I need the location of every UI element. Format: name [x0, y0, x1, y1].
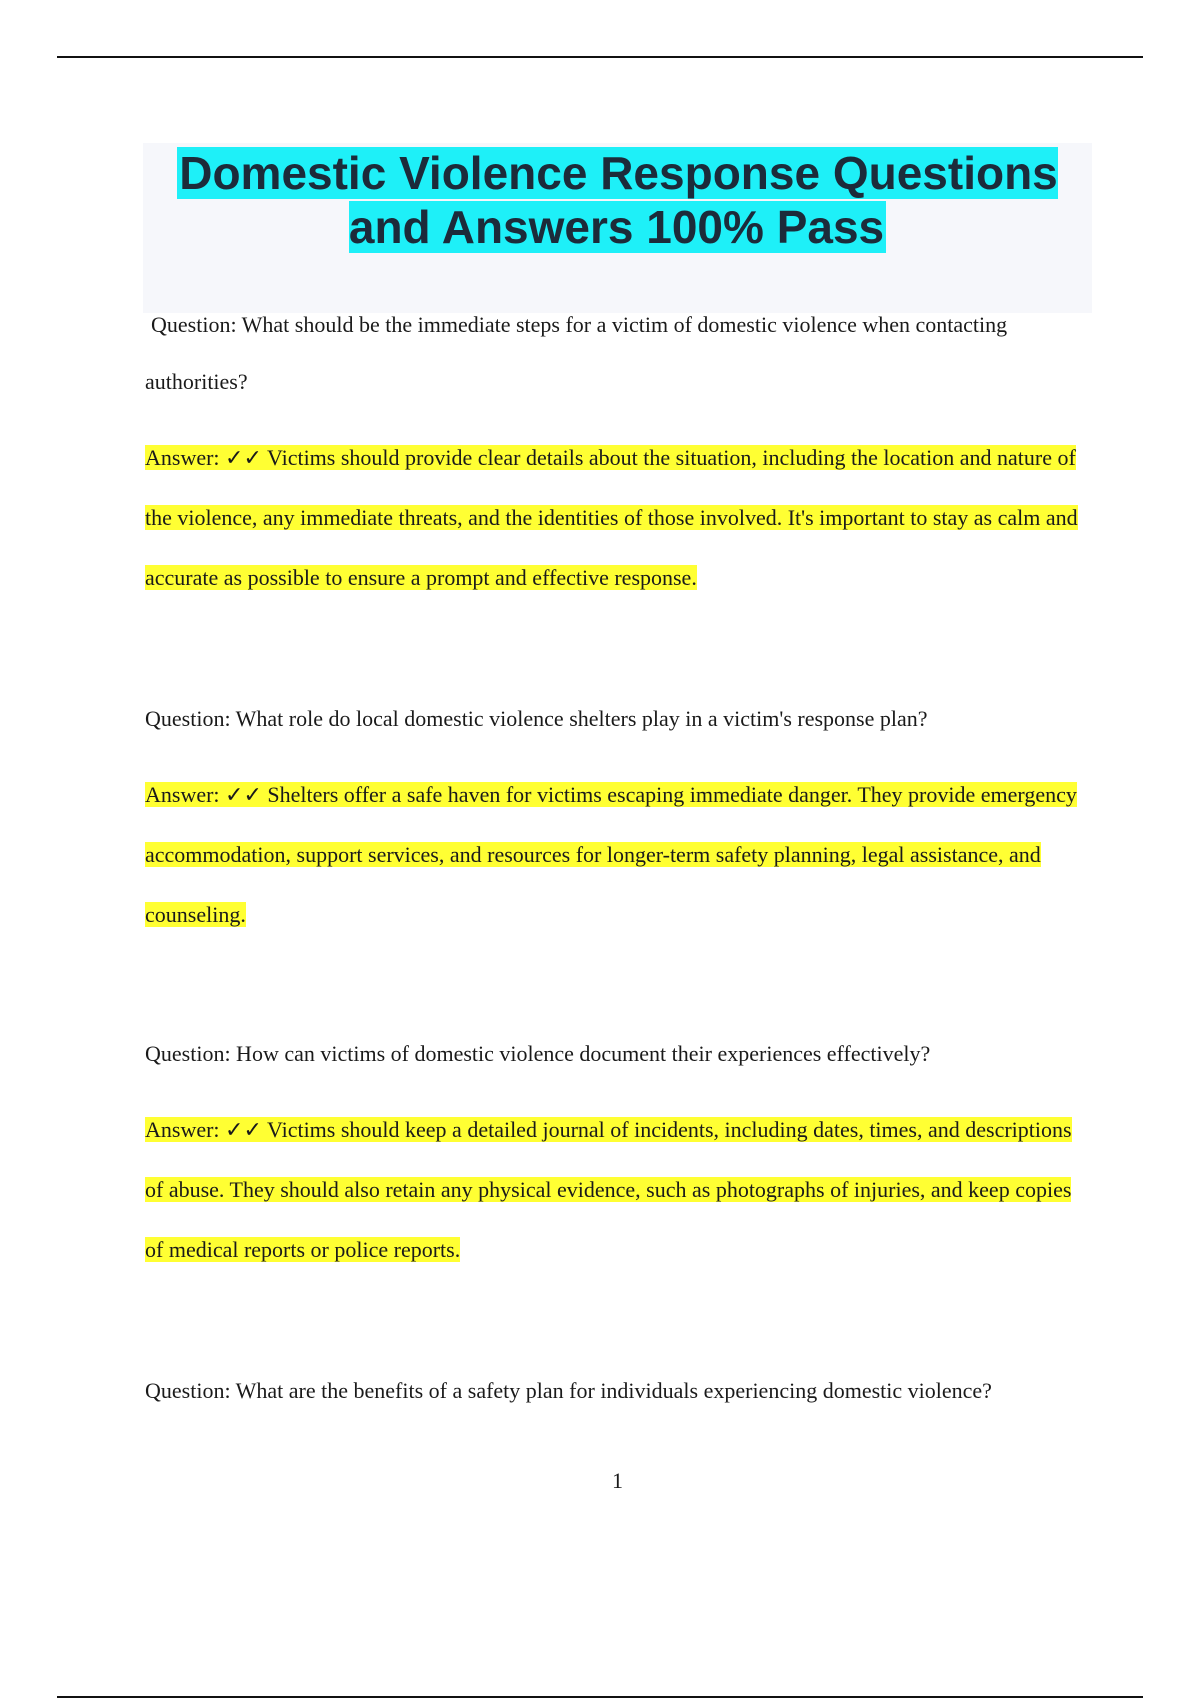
title-highlight: Domestic Violence Response Questions and Answers 100% Pass: [179, 147, 1058, 253]
answer-2-highlight: Answer: ✓✓ Shelters offer a safe haven for victims escaping immediate danger. They provide emergency accommodation, support services, and resources for longer-term safety planning, legal assistance, and counseling.: [145, 782, 1077, 927]
document-title: [143, 146, 1092, 254]
answer-2: [145, 765, 1085, 945]
question-3: Question: How can victims of domestic violence document their experiences effectively?: [145, 1041, 931, 1066]
answer-1-highlight: Answer: ✓✓ Victims should provide clear details about the situation, including the location and nature of the violence, any immediate threats, and the identities of those involved. It's important to stay as calm and accurate as possible to ensure a prompt and effective response.: [145, 445, 1078, 590]
question-2: Question: What role do local domestic violence shelters play in a victim's response plan?: [145, 706, 928, 731]
answer-3-highlight: Answer: ✓✓ Victims should keep a detailed journal of incidents, including dates, times, and descriptions of abuse. They should also retain any physical evidence, such as photographs of injuries, and keep copies of medical reports or police reports.: [145, 1117, 1072, 1262]
answer-1: [145, 428, 1085, 608]
header-rule: [57, 56, 1143, 58]
answer-3: [145, 1100, 1085, 1280]
footer-rule: [57, 1696, 1143, 1698]
question-1: Question: What should be the immediate steps for a victim of domestic violence when contacting authorities?: [145, 312, 1008, 394]
question-4: Question: What are the benefits of a safety plan for individuals experiencing domestic violence?: [145, 1378, 992, 1403]
page-number: 1: [612, 1468, 623, 1493]
